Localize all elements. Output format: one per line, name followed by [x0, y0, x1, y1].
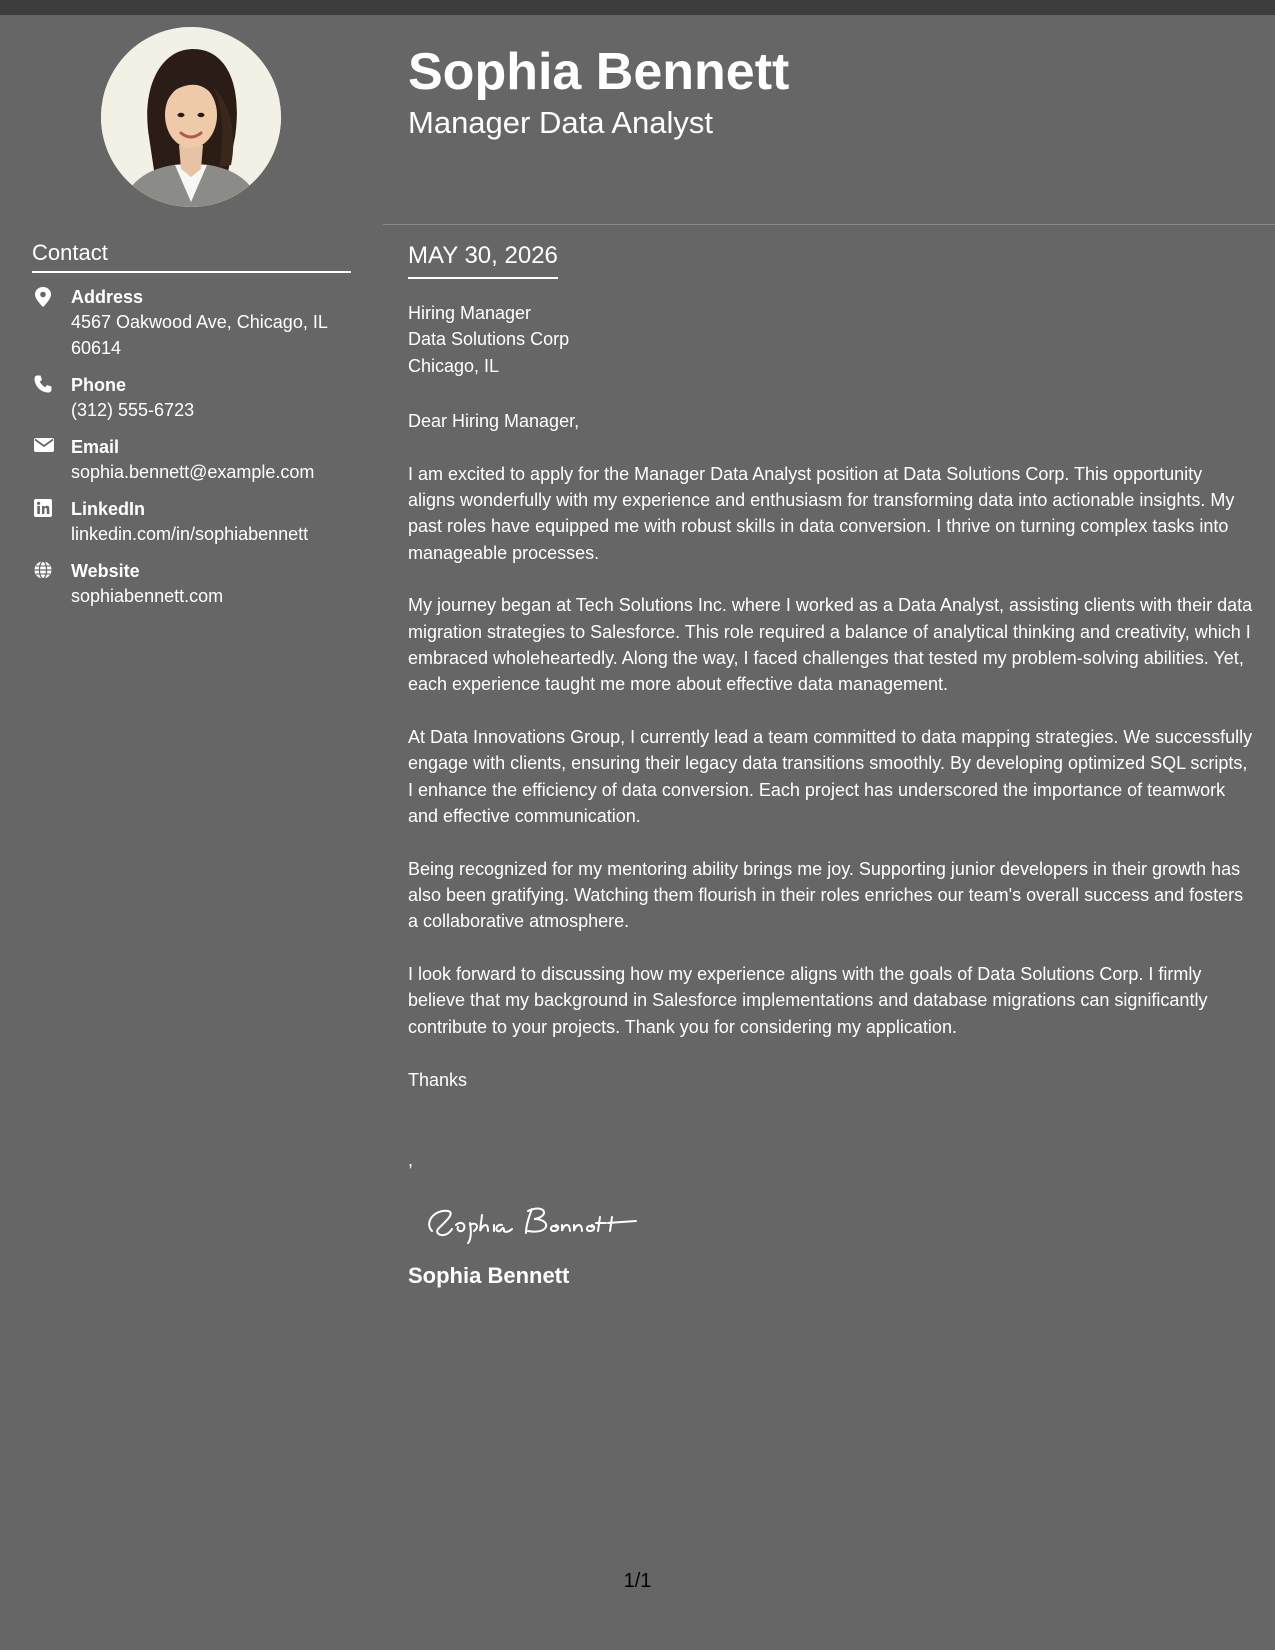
letter-paragraph: I look forward to discussing how my experience aligns with the goals of Data Solutions Corp. I firmly believe that my background in Salesforce implementations and database migrations can significantly contribute to your projects. Thank you for considering my application.: [408, 964, 1208, 1037]
letter-paragraph: My journey began at Tech Solutions Inc. where I worked as a Data Analyst, assisting clients with their data migration strategies to Salesforce. This role required a balance of analytical thinking and creativity, which I embraced wholeheartedly. Along the way, I faced challenges that tested my problem-solving abilities. Yet, each experience taught me more about effective data management.: [408, 595, 1253, 695]
signed-name: Sophia Bennett: [408, 1263, 570, 1289]
email-value[interactable]: sophia.bennett@example.com: [71, 462, 315, 482]
letter-paragraph: I am excited to apply for the Manager Data Analyst position at Data Solutions Corp. This opportunity aligns wonderfully with my experience and enthusiasm for transforming data into actionable insights. My past roles have equipped me with robust skills in data conversion. I thrive on turning complex tasks into manageable processes.: [408, 463, 1235, 563]
recipient-line: Chicago, IL: [408, 355, 500, 376]
phone-icon: [34, 375, 52, 393]
top-bar: [0, 0, 1275, 15]
phone-value: (312) 555-6723: [71, 400, 195, 420]
recipient-line: Data Solutions Corp: [408, 329, 570, 350]
recipient-line: Hiring Manager: [408, 303, 532, 323]
contact-label: Address: [71, 287, 144, 307]
applicant-role: Manager Data Analyst: [408, 105, 714, 140]
address-value: 4567 Oakwood Ave, Chicago, IL 60614: [71, 312, 328, 358]
closing-comma: ,: [408, 1149, 414, 1170]
contact-item-email: [32, 435, 352, 485]
linkedin-icon: [34, 499, 52, 517]
header-divider: [383, 224, 1275, 225]
applicant-name: Sophia Bennett: [408, 43, 790, 101]
letter-date: MAY 30, 2026: [408, 240, 558, 279]
contact-label: Phone: [71, 375, 127, 395]
letter-body: [408, 240, 1253, 1291]
profile-photo: [101, 27, 281, 207]
location-pin-icon: [34, 287, 52, 305]
salutation: Dear Hiring Manager,: [408, 410, 580, 431]
contact-item-website: [32, 559, 352, 609]
contact-item-address: [32, 285, 352, 361]
handwritten-signature: [422, 1195, 662, 1245]
linkedin-value[interactable]: linkedin.com/in/sophiabennett: [71, 524, 309, 544]
closing: Thanks: [408, 1069, 468, 1090]
contact-label: Website: [71, 561, 140, 581]
email-icon: [34, 437, 52, 455]
page-number: 1/1: [623, 1570, 652, 1592]
contact-label: LinkedIn: [71, 499, 146, 519]
website-value[interactable]: sophiabennett.com: [71, 586, 224, 606]
letter-paragraph: At Data Innovations Group, I currently lead a team committed to data mapping strategies. We successfully engage with clients, ensuring their legacy data transitions smoothly. By developing optimized SQL scripts, I enhance the efficiency of data conversion. Each project has underscored the importance of teamwork and effective communication.: [408, 727, 1253, 826]
contact-item-phone: [32, 373, 352, 423]
globe-icon: [34, 561, 52, 579]
letter-paragraph: Being recognized for my mentoring ability brings me joy. Supporting junior developers in their growth has also been gratifying. Watching them flourish in their roles enriches our team's overall success and fosters a collaborative atmosphere.: [408, 858, 1244, 932]
contact-item-linkedin: [32, 497, 352, 547]
contact-heading: Contact: [32, 239, 351, 273]
contact-label: Email: [71, 437, 120, 457]
recipient-block: [408, 300, 1253, 379]
contact-list: [32, 285, 352, 621]
